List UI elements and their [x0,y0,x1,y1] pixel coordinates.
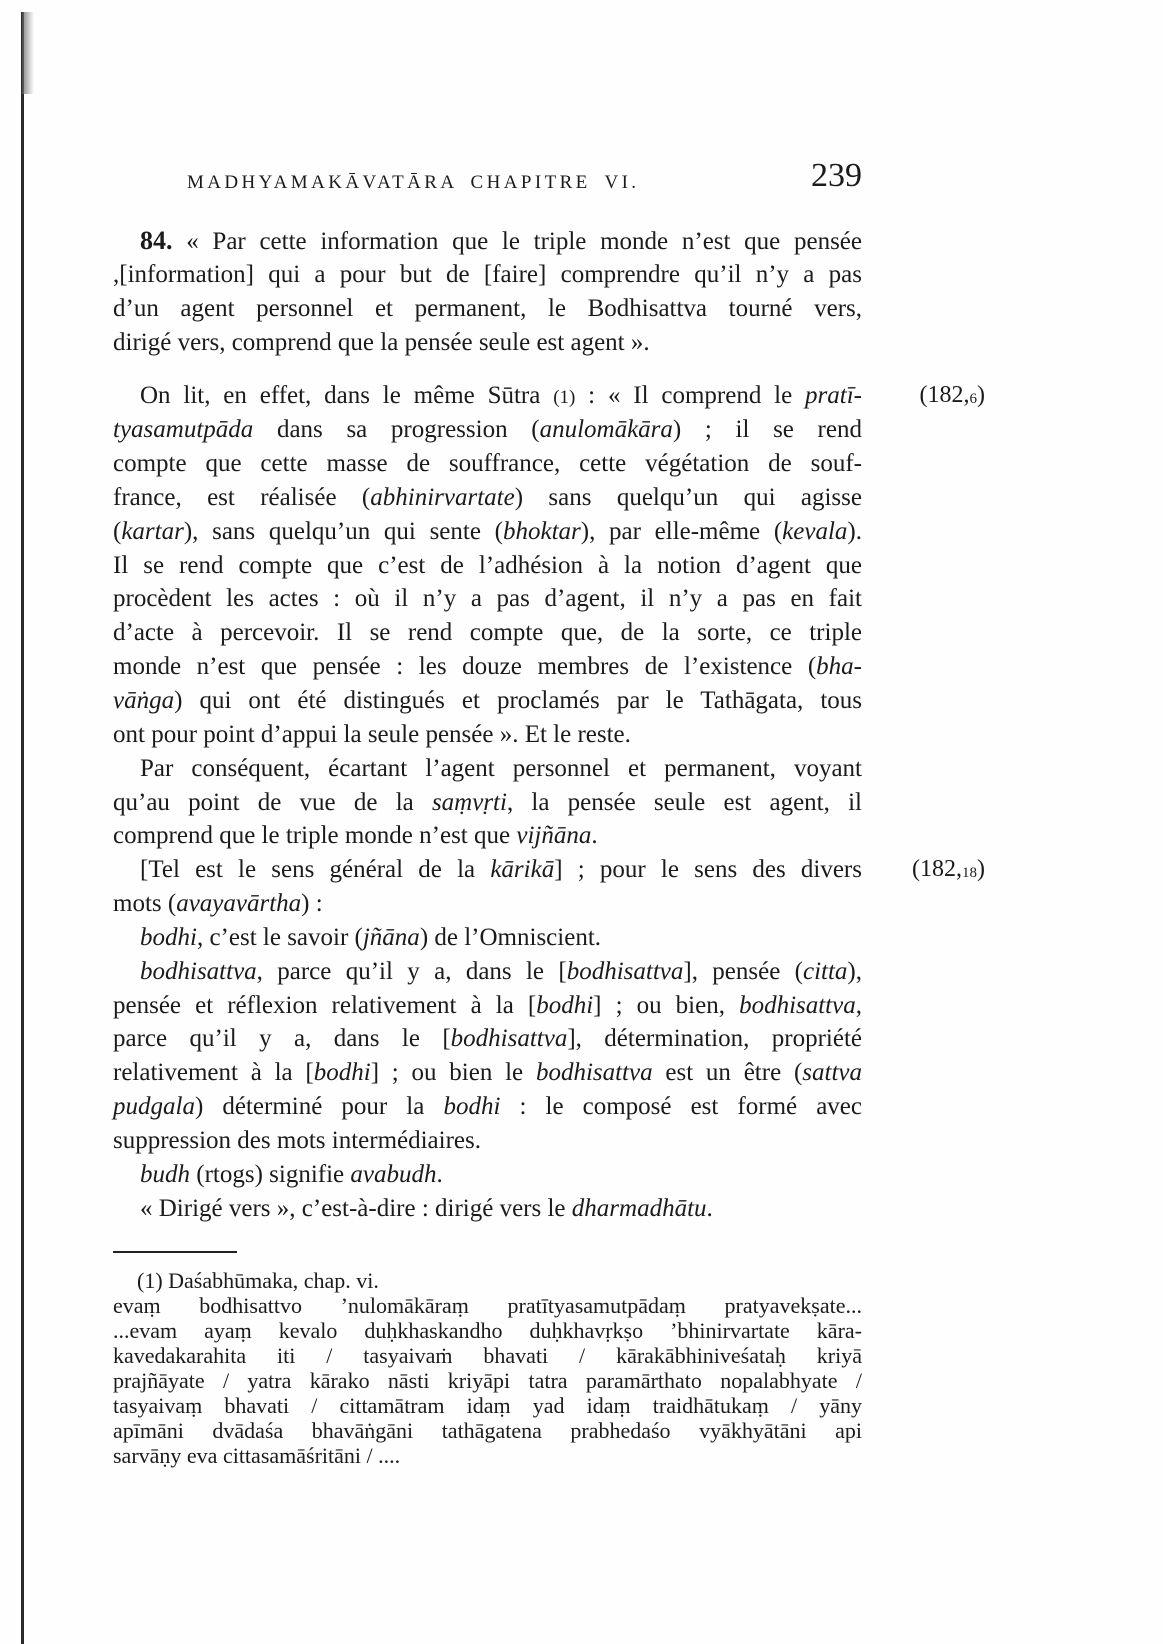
text-line [113,1124,862,1158]
text-run: (rtogs) signifie [190,1160,351,1188]
text-run: mots ( [113,890,177,918]
text-run: Par conséquent, écartant l’agent personnel et permanent, voyant [140,754,862,782]
italic-term: pudgala [113,1093,195,1121]
text-line [113,752,862,786]
text-run: : le composé est formé avec [500,1093,862,1121]
text-run: Il se rend compte que c’est de l’adhésion à la notion d’agent que [113,551,862,579]
text-run: d’acte à percevoir. Il se rend compte que, de la sorte, ce triple [113,619,862,647]
text-run: ], détermination, propriété [567,1025,862,1053]
italic-term: anulomākāra [539,416,673,444]
text-run: On lit, en effet, dans le même Sūtra [140,382,554,410]
paragraph [113,853,985,921]
text-line [113,1056,862,1090]
footnote [113,1268,862,1468]
text-line [113,481,862,515]
text-run: ), [847,957,862,985]
text-line [113,616,862,650]
text-run: ont pour point d’appui la seule pensée ». Et le reste. [113,720,631,748]
text-run: dirigé vers, comprend que la pensée seule est agent ». [113,328,650,356]
footnote-line: apīmāni dvādaśa bhavāṅgāni tathāgatena prabhedaśo vyākhyātāni api [113,1417,862,1443]
text-line [113,1022,862,1056]
footnote-marker: (1) [137,1267,163,1293]
italic-term: vāṅga [113,686,175,714]
text-run: suppression des mots intermédiaires. [113,1126,481,1154]
italic-term: dharmadhātu [571,1194,707,1222]
text-line [113,786,862,820]
main-text [113,224,985,1225]
text-run: relativement à la [ [113,1059,314,1087]
margin-subscript: 18 [962,865,977,882]
text-run: . [436,1160,443,1188]
text-run: ) [977,382,985,409]
italic-term: bodhisattva [739,991,856,1019]
text-run: ), par elle-même ( [580,517,783,545]
footnote-source: Daśabhūmaka, chap. vi. [168,1267,379,1293]
text-run: , la pensée seule est agent, il [506,788,862,816]
italic-term: bha- [816,653,862,681]
footnote-line: prajñāyate / yatra kārako nāsti kriyāpi tatra paramārthato nopalabhyate / [113,1367,862,1393]
footnote-line: sarvāṇy eva cittasamāśritāni / .... [113,1442,401,1468]
footnote-line: kavedakarahita iti / tasyaivaṁ bhavati / kārakābhiniveśataḥ kriyā [113,1342,862,1368]
scan-edge-shadow [22,12,34,94]
italic-term: kārikā [490,856,555,884]
text-run: « Par cette information que le triple monde n’est que pensée [172,228,862,255]
text-run: : « Il comprend le [575,382,806,410]
footnote-reference: (1) [553,387,576,409]
italic-term: bodhi [443,1093,501,1121]
italic-term: tyasamutpāda [113,416,254,444]
text-line [113,921,862,955]
italic-term: bodhisattva [535,1059,653,1087]
paragraph [113,224,862,359]
text-run: france, est réalisée ( [113,483,371,511]
text-line [113,515,862,549]
italic-term: bhoktar [502,517,581,545]
text-run: ], pensée ( [683,957,803,985]
margin-subscript: 6 [969,391,977,408]
text-line [113,549,862,583]
text-line [113,819,862,853]
text-run: ] ; pour le sens des divers [554,856,862,884]
italic-term: budh [140,1160,190,1188]
italic-term: jñāna [362,923,420,951]
paragraph [113,752,862,854]
italic-term: bodhi [140,923,197,951]
text-run: ) : [301,890,323,918]
text-run: compte que cette masse de souffrance, cette végétation de souf- [113,450,862,478]
text-line [113,887,862,921]
text-run: qu’au point de vue de la [113,788,432,816]
italic-term: avayavārtha [176,890,302,918]
text-run: ] ; ou bien le [370,1059,536,1087]
italic-term: abhinirvartate [370,483,515,511]
paragraph [113,379,985,751]
italic-term: kevala [782,517,848,545]
text-run: pensée et réflexion relativement à la [ [113,991,537,1019]
text-run: (182, [912,856,962,883]
footnote-line: evaṃ bodhisattvo ’nulomākāraṃ pratītyasamutpādaṃ pratyavekṣate... [113,1292,862,1318]
footnote-quote [113,1293,862,1468]
footnote-heading [113,1268,862,1293]
text-run: ). [847,517,862,545]
text-run: ) déterminé pour la [194,1093,444,1121]
text-run: ,[information] qui a pour but de [faire] comprendre qu’il n’y a pas [113,260,862,288]
text-line [113,447,862,481]
verse-number: 84. [140,226,173,255]
italic-term: bodhisattva [140,957,257,985]
margin-reference [903,379,985,417]
footnote-rule [113,1251,237,1253]
text-run: procèdent les actes : où il n’y a pas d’agent, il n’y a pas en fait [113,585,862,613]
italic-term: bodhi [313,1059,371,1087]
text-run: ] ; ou bien, [593,991,740,1019]
text-run: dans sa progression ( [253,416,540,444]
text-run: d’un agent personnel et permanent, le Bodhisattva tourné vers, [113,294,862,322]
text-run: , [855,991,862,1019]
paragraph [113,1158,862,1192]
text-line [113,1090,862,1124]
text-run: [Tel est le sens général de la [140,856,491,884]
text-run: « Dirigé vers », c’est-à-dire : dirigé vers le [140,1194,572,1222]
text-run: parce qu’il y a, dans le [ [113,1025,451,1053]
text-run: comprend que le triple monde n’est que [113,822,517,850]
page-number: 239 [811,157,862,194]
italic-term: pratī- [805,382,862,410]
text-line [113,224,862,258]
footnote-line: ...evam ayaṃ kevalo duḥkhaskandho duḥkhavṛkṣo ’bhinirvartate kāra- [113,1317,862,1343]
text-line [113,955,862,989]
text-run: ), sans quelqu’un qui sente ( [183,517,503,545]
paragraph [113,955,862,1158]
paragraph [113,1192,862,1226]
text-line [113,326,862,360]
text-run: ) ; il se rend [672,416,862,444]
text-line [113,853,985,887]
italic-term: avabudh [350,1160,437,1188]
italic-term: bodhisattva [566,957,684,985]
text-line [113,582,862,616]
italic-term: bodhi [536,991,594,1019]
text-line [113,684,862,718]
text-line [113,292,862,326]
text-run: ) de l’Omniscient. [419,923,602,951]
text-line [113,718,862,752]
text-run: . [706,1194,713,1222]
italic-term: sattva [802,1059,862,1087]
footnote-line: tasyaivaṃ bhavati / cittamātram idaṃ yad idaṃ traidhātukaṃ / yāny [113,1392,862,1418]
text-run: ( [113,517,122,545]
text-run: monde n’est que pensée : les douze membres de l’existence ( [113,653,817,681]
text-line [113,379,985,413]
text-run: ) sans quelqu’un qui agisse [514,483,862,511]
margin-reference [903,853,985,891]
text-run: , c’est le savoir ( [196,923,363,951]
text-line [113,258,862,292]
text-line [113,413,862,447]
text-line [113,1192,862,1226]
text-run: . [591,822,598,850]
text-line [113,989,862,1023]
text-line [113,1158,862,1192]
italic-term: saṃvṛti [431,788,507,816]
paragraph [113,921,862,955]
scan-binding-edge [21,12,24,1644]
text-run: ) [977,856,985,883]
italic-term: kartar [121,517,184,545]
text-run: , parce qu’il y a, dans le [ [256,957,567,985]
italic-term: bodhisattva [450,1025,568,1053]
text-run: est un être ( [652,1059,803,1087]
italic-term: vijñāna [516,822,592,850]
italic-term: citta [802,957,848,985]
text-run: (182, [919,382,970,409]
text-line [113,650,862,684]
text-run: ) qui ont été distingués et proclamés par le Tathāgata, tous [174,686,862,714]
running-title: MADHYAMAKĀVATĀRA CHAPITRE VI. [187,172,640,193]
